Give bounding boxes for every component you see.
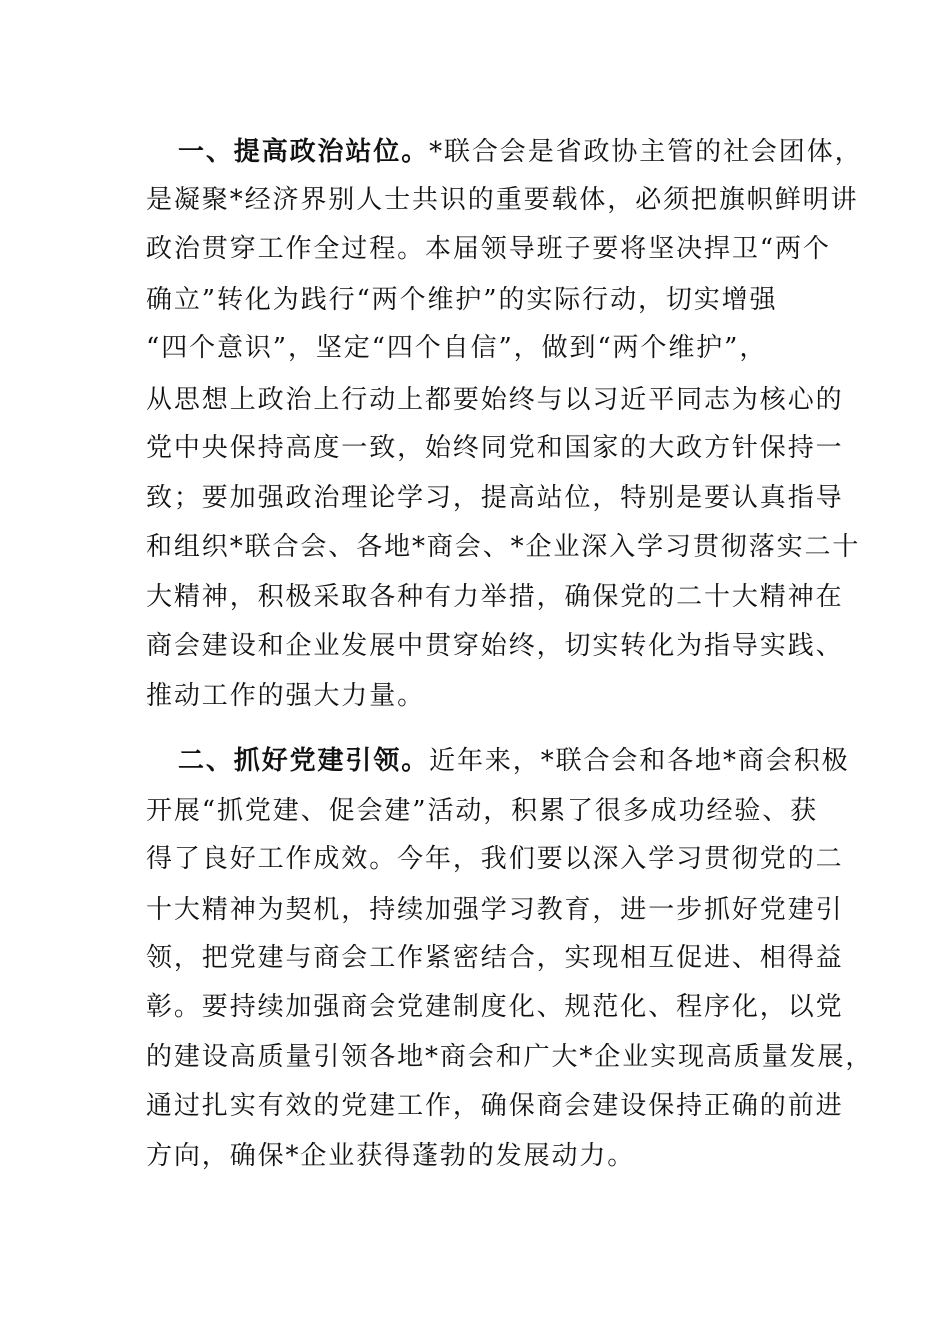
paragraph-line: 是凝聚*经济界别人士共识的重要载体，必须把旗帜鲜明讲 [146,185,859,215]
paragraph-line: 方向，确保*企业获得蓬勃的发展动力。 [146,1141,636,1171]
paragraph-text: 近年来，*联合会和各地*商会积极 [429,746,850,776]
paragraph-text: *联合会是省政协主管的社会团体， [429,137,863,167]
paragraph-line: 党中央保持高度一致，始终同党和国家的大政方针保持一 [146,433,844,463]
section-heading: 二、抓好党建引领。 [178,746,430,776]
paragraph-line: 开展“抓党建、促会建”活动，积累了很多成功经验、获 [146,796,819,826]
paragraph-line: “四个意识”，坚定“四个自信”，做到“两个维护”， [146,333,768,363]
paragraph-line: 彰。要持续加强商会党建制度化、规范化、程序化，以党 [146,992,844,1022]
paragraph-line: 大精神，积极采取各种有力举措，确保党的二十大精神在 [146,582,844,612]
paragraph-line: 政治贯穿工作全过程。本届领导班子要将坚决捍卫“两个 [146,234,831,264]
paragraph-line: 致；要加强政治理论学习，提高站位，特别是要认真指导 [146,483,844,513]
paragraph-line: 确立”转化为践行“两个维护”的实际行动，切实增强 [146,285,778,315]
section-heading: 一、提高政治站位。 [178,137,430,167]
paragraph-line: 推动工作的强大力量。 [146,681,426,711]
paragraph-line [178,132,863,172]
paragraph-line: 领，把党建与商会工作紧密结合，实现相互促进、相得益 [146,943,844,973]
paragraph-line: 的建设高质量引领各地*商会和广大*企业实现高质量发展， [146,1042,874,1072]
paragraph-line: 商会建设和企业发展中贯穿始终，切实转化为指导实践、 [146,631,844,661]
paragraph-line: 从思想上政治上行动上都要始终与以习近平同志为核心的 [146,385,844,415]
paragraph-line: 和组织*联合会、各地*商会、*企业深入学习贯彻落实二十 [146,532,861,562]
paragraph-line: 十大精神为契机，持续加强学习教育，进一步抓好党建引 [146,895,844,925]
paragraph-line: 通过扎实有效的党建工作，确保商会建设保持正确的前进 [146,1091,844,1121]
paragraph-line: 得了良好工作成效。今年，我们要以深入学习贯彻党的二 [146,844,844,874]
paragraph-line [178,741,850,781]
